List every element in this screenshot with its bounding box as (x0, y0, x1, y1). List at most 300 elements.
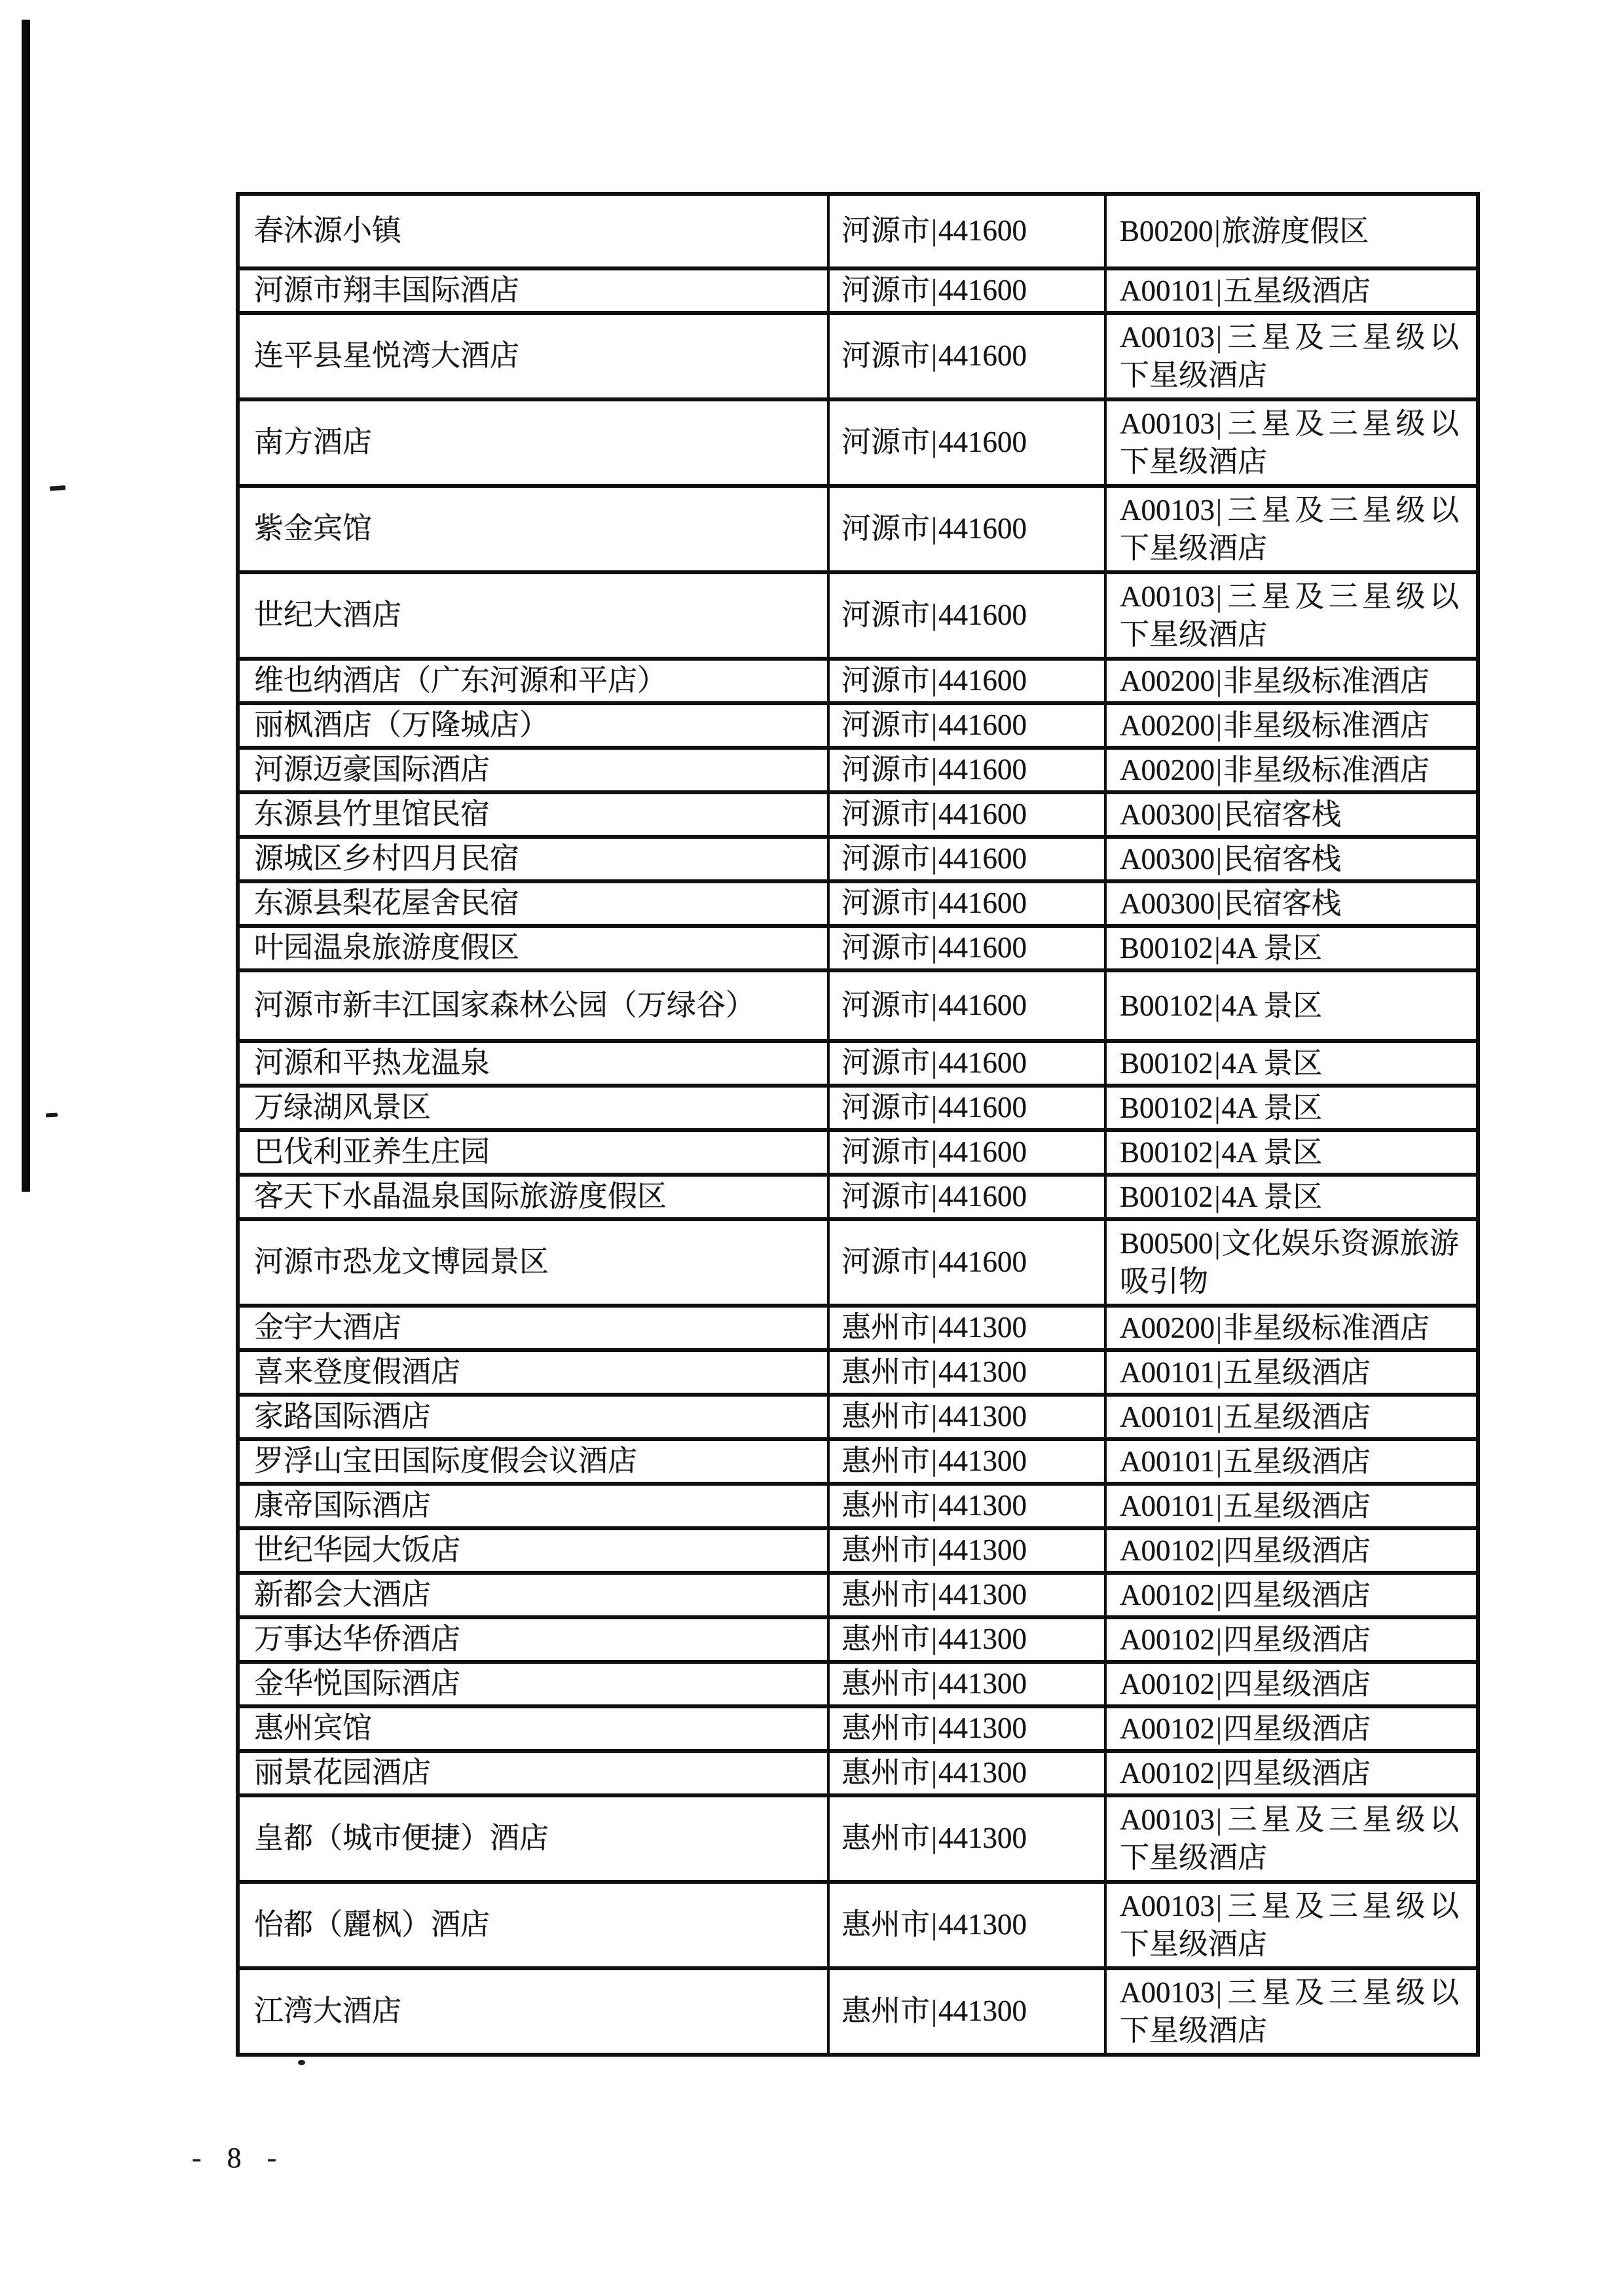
facility-table-body (238, 194, 1478, 2055)
category-line (1120, 1353, 1459, 1391)
category-label: 4A 景区 (1221, 1181, 1323, 1213)
city-cell (828, 1573, 1105, 1617)
name-cell (238, 1484, 828, 1528)
table-row (238, 1882, 1478, 1968)
separator-bar: | (931, 1046, 938, 1080)
category-code: A00102 (1120, 1623, 1215, 1656)
table-row (238, 1086, 1478, 1130)
table-row (238, 572, 1478, 659)
city-cell (828, 313, 1105, 399)
category-line (1120, 662, 1459, 700)
facility-name: 世纪大酒店 (254, 598, 402, 632)
category-code: B00102 (1120, 1092, 1213, 1124)
separator-bar: | (1216, 1757, 1223, 1790)
facility-name: 春沐源小镇 (254, 214, 402, 248)
city-name: 河源市 (841, 512, 931, 545)
category-cell (1105, 837, 1478, 881)
category-cell (1105, 399, 1478, 486)
name-cell (238, 1086, 828, 1130)
facility-name: 客天下水晶温泉国际旅游度假区 (254, 1180, 667, 1213)
category-cell (1105, 1086, 1478, 1130)
city-code: 441600 (938, 989, 1027, 1022)
facility-name: 皇都（城市便捷）酒店 (254, 1822, 549, 1855)
city-code: 441600 (938, 1091, 1027, 1124)
name-cell (238, 1882, 828, 1968)
city-name: 惠州市 (841, 1578, 931, 1611)
city-cell (828, 572, 1105, 659)
table-row (238, 486, 1478, 572)
city-cell (828, 1219, 1105, 1306)
page-number: - 8 - (192, 2142, 286, 2174)
city-name: 河源市 (841, 1180, 931, 1213)
separator-bar: | (1216, 1803, 1223, 1836)
separator-bar: | (931, 1245, 938, 1279)
category-label: 4A 景区 (1221, 1047, 1323, 1080)
table-row (238, 1306, 1478, 1350)
category-code: A00300 (1120, 843, 1215, 875)
city-cell (828, 1662, 1105, 1706)
table-row (238, 1219, 1478, 1306)
city-code: 441600 (938, 598, 1027, 632)
category-cell (1105, 1795, 1478, 1882)
name-cell (238, 1795, 828, 1882)
name-cell (238, 1350, 828, 1395)
table-row (238, 1528, 1478, 1573)
separator-bar: | (931, 1822, 938, 1855)
category-code: A00200 (1120, 754, 1215, 786)
separator-bar: | (931, 989, 938, 1022)
category-cell (1105, 572, 1478, 659)
city-name: 河源市 (841, 339, 931, 373)
name-cell (238, 703, 828, 748)
facility-name: 源城区乡村四月民宿 (254, 842, 520, 875)
category-label: 三星及三星级以下星级酒店 (1120, 321, 1459, 392)
city-name: 河源市 (841, 426, 931, 459)
category-line (1120, 405, 1459, 481)
category-line (1120, 1754, 1459, 1792)
city-name: 河源市 (841, 1245, 931, 1279)
city-code: 441300 (938, 1822, 1027, 1855)
name-cell (238, 1395, 828, 1439)
category-label: 三星及三星级以下星级酒店 (1120, 1890, 1459, 1960)
category-line (1120, 1665, 1459, 1703)
category-cell (1105, 792, 1478, 837)
city-code: 441300 (938, 1444, 1027, 1478)
city-cell (828, 1175, 1105, 1219)
category-code: A00103 (1120, 494, 1215, 526)
facility-name: 河源迈豪国际酒店 (254, 753, 490, 786)
name-cell (238, 659, 828, 703)
category-code: A00200 (1120, 665, 1215, 697)
table-row (238, 313, 1478, 399)
category-label: 非星级标准酒店 (1223, 709, 1430, 742)
name-cell (238, 837, 828, 881)
name-cell (238, 926, 828, 970)
category-line (1120, 491, 1459, 567)
table-row (238, 194, 1478, 268)
category-label: 三星及三星级以下星级酒店 (1120, 580, 1459, 651)
separator-bar: | (931, 1355, 938, 1389)
name-cell (238, 486, 828, 572)
category-cell (1105, 1528, 1478, 1573)
separator-bar: | (931, 1667, 938, 1700)
facility-name: 河源市翔丰国际酒店 (254, 274, 520, 307)
separator-bar: | (931, 931, 938, 964)
table-row (238, 1175, 1478, 1219)
facility-name: 喜来登度假酒店 (254, 1355, 461, 1389)
city-cell (828, 1439, 1105, 1484)
city-cell (828, 1795, 1105, 1882)
category-line (1120, 318, 1459, 394)
category-line (1120, 1309, 1459, 1347)
category-cell (1105, 1130, 1478, 1175)
category-code: A00300 (1120, 887, 1215, 920)
category-cell (1105, 1439, 1478, 1484)
category-line (1120, 1178, 1459, 1216)
city-name: 河源市 (841, 598, 931, 632)
category-code: A00102 (1120, 1579, 1215, 1611)
city-cell (828, 486, 1105, 572)
category-code: B00200 (1120, 215, 1213, 248)
separator-bar: | (931, 512, 938, 545)
city-cell (828, 970, 1105, 1041)
city-name: 惠州市 (841, 1712, 931, 1745)
category-line (1120, 1576, 1459, 1614)
name-cell (238, 1130, 828, 1175)
city-name: 河源市 (841, 1135, 931, 1169)
category-cell (1105, 1617, 1478, 1662)
category-cell (1105, 926, 1478, 970)
category-cell (1105, 1175, 1478, 1219)
category-code: A00103 (1120, 407, 1215, 440)
category-label: 4A 景区 (1221, 1136, 1323, 1169)
category-code: A00101 (1120, 1401, 1215, 1433)
binding-bar (22, 20, 30, 1192)
category-label: 非星级标准酒店 (1223, 1312, 1430, 1344)
table-row (238, 268, 1478, 313)
table-row (238, 399, 1478, 486)
category-label: 四星级酒店 (1223, 1534, 1371, 1567)
name-cell (238, 881, 828, 926)
city-name: 惠州市 (841, 1400, 931, 1433)
table-row (238, 1395, 1478, 1439)
facility-name: 康帝国际酒店 (254, 1489, 432, 1522)
category-code: B00102 (1120, 1047, 1213, 1080)
city-code: 441600 (938, 339, 1027, 373)
separator-bar: | (1214, 1136, 1221, 1169)
city-cell (828, 792, 1105, 837)
separator-bar: | (931, 1623, 938, 1656)
separator-bar: | (1216, 1668, 1223, 1700)
name-cell (238, 1439, 828, 1484)
separator-bar: | (931, 842, 938, 875)
category-label: 民宿客栈 (1223, 798, 1342, 831)
category-code: B00102 (1120, 1136, 1213, 1169)
category-label: 非星级标准酒店 (1223, 754, 1430, 786)
category-cell (1105, 970, 1478, 1041)
category-code: A00103 (1120, 1976, 1215, 2009)
name-cell (238, 1751, 828, 1795)
table-row (238, 926, 1478, 970)
city-cell (828, 881, 1105, 926)
facility-name: 惠州宾馆 (254, 1712, 373, 1745)
name-cell (238, 268, 828, 313)
city-code: 441300 (938, 1994, 1027, 2028)
facility-name: 怡都（麗枫）酒店 (254, 1908, 490, 1941)
category-cell (1105, 1350, 1478, 1395)
city-name: 惠州市 (841, 1355, 931, 1389)
city-cell (828, 1041, 1105, 1086)
name-cell (238, 313, 828, 399)
category-cell (1105, 194, 1478, 268)
category-code: A00200 (1120, 1312, 1215, 1344)
table-row (238, 1573, 1478, 1617)
city-code: 441300 (938, 1712, 1027, 1745)
city-code: 441300 (938, 1355, 1027, 1389)
category-line (1120, 1621, 1459, 1659)
separator-bar: | (931, 1444, 938, 1478)
city-code: 441300 (938, 1533, 1027, 1567)
separator-bar: | (1214, 989, 1221, 1022)
table-row (238, 1130, 1478, 1175)
city-name: 河源市 (841, 798, 931, 831)
category-line (1120, 1887, 1459, 1963)
separator-bar: | (1214, 1227, 1221, 1260)
separator-bar: | (1216, 494, 1223, 526)
city-cell (828, 1706, 1105, 1751)
name-cell (238, 1306, 828, 1350)
category-line (1120, 1801, 1459, 1877)
city-code: 441300 (938, 1908, 1027, 1941)
table-row (238, 659, 1478, 703)
city-name: 惠州市 (841, 1756, 931, 1790)
separator-bar: | (931, 598, 938, 632)
city-name: 惠州市 (841, 1994, 931, 2028)
city-cell (828, 703, 1105, 748)
table-row (238, 1751, 1478, 1795)
separator-bar: | (931, 274, 938, 307)
facility-name: 河源市新丰江国家森林公园（万绿谷） (254, 989, 756, 1022)
facility-name: 家路国际酒店 (254, 1400, 432, 1433)
city-cell (828, 1086, 1105, 1130)
facility-name: 罗浮山宝田国际度假会议酒店 (254, 1444, 638, 1478)
name-cell (238, 194, 828, 268)
scan-speck (298, 2060, 305, 2065)
separator-bar: | (1216, 580, 1223, 613)
name-cell (238, 1041, 828, 1086)
table-row (238, 1617, 1478, 1662)
facility-name: 连平县星悦湾大酒店 (254, 339, 520, 373)
table-row (238, 1041, 1478, 1086)
separator-bar: | (1216, 321, 1223, 354)
city-code: 441600 (938, 1135, 1027, 1169)
facility-table (236, 192, 1480, 2057)
name-cell (238, 1706, 828, 1751)
category-line (1120, 1398, 1459, 1436)
facility-name: 金华悦国际酒店 (254, 1667, 461, 1700)
facility-name: 金宇大酒店 (254, 1311, 402, 1344)
category-line (1120, 272, 1459, 310)
category-code: A00103 (1120, 580, 1215, 613)
facility-name: 丽景花园酒店 (254, 1756, 432, 1790)
category-line (1120, 1442, 1459, 1480)
category-cell (1105, 313, 1478, 399)
category-code: A00102 (1120, 1534, 1215, 1567)
city-code: 441600 (938, 753, 1027, 786)
name-cell (238, 399, 828, 486)
category-cell (1105, 1219, 1478, 1306)
facility-name: 万绿湖风景区 (254, 1091, 432, 1124)
city-code: 441600 (938, 214, 1027, 248)
category-line (1120, 1224, 1459, 1300)
city-name: 河源市 (841, 989, 931, 1022)
separator-bar: | (1214, 1181, 1221, 1213)
separator-bar: | (1216, 274, 1223, 307)
category-label: 文化娱乐资源旅游吸引物 (1120, 1227, 1459, 1298)
separator-bar: | (931, 1994, 938, 2028)
city-cell (828, 1528, 1105, 1573)
separator-bar: | (931, 1756, 938, 1790)
separator-bar: | (931, 753, 938, 786)
category-code: B00500 (1120, 1227, 1213, 1260)
name-cell (238, 970, 828, 1041)
city-name: 河源市 (841, 1091, 931, 1124)
separator-bar: | (931, 339, 938, 373)
facility-name: 巴伐利亚养生庄园 (254, 1135, 490, 1169)
category-label: 三星及三星级以下星级酒店 (1120, 407, 1459, 478)
category-cell (1105, 1484, 1478, 1528)
category-cell (1105, 1662, 1478, 1706)
category-cell (1105, 659, 1478, 703)
category-line (1120, 707, 1459, 744)
separator-bar: | (1216, 1312, 1223, 1344)
facility-name: 江湾大酒店 (254, 1994, 402, 2028)
city-code: 441600 (938, 1046, 1027, 1080)
category-cell (1105, 748, 1478, 792)
category-line (1120, 987, 1459, 1025)
category-line (1120, 885, 1459, 923)
separator-bar: | (1216, 843, 1223, 875)
separator-bar: | (1216, 1534, 1223, 1567)
category-label: 三星及三星级以下星级酒店 (1120, 1803, 1459, 1874)
separator-bar: | (1216, 1712, 1223, 1745)
separator-bar: | (1216, 1401, 1223, 1433)
name-cell (238, 1617, 828, 1662)
city-cell (828, 1484, 1105, 1528)
category-label: 四星级酒店 (1223, 1712, 1371, 1745)
table-row (238, 881, 1478, 926)
city-code: 441300 (938, 1623, 1027, 1656)
name-cell (238, 792, 828, 837)
city-cell (828, 1130, 1105, 1175)
facility-name: 南方酒店 (254, 426, 373, 459)
category-code: A00101 (1120, 1490, 1215, 1522)
city-code: 441600 (938, 1180, 1027, 1213)
table-row (238, 970, 1478, 1041)
city-code: 441600 (938, 664, 1027, 697)
city-code: 441600 (938, 798, 1027, 831)
category-label: 4A 景区 (1221, 989, 1323, 1022)
separator-bar: | (931, 664, 938, 697)
category-cell (1105, 1882, 1478, 1968)
category-label: 五星级酒店 (1223, 1445, 1371, 1478)
city-name: 河源市 (841, 887, 931, 920)
facility-name: 河源市恐龙文博园景区 (254, 1245, 549, 1279)
category-cell (1105, 703, 1478, 748)
category-cell (1105, 1706, 1478, 1751)
category-label: 4A 景区 (1221, 1092, 1323, 1124)
city-code: 441600 (938, 931, 1027, 964)
separator-bar: | (1216, 1623, 1223, 1656)
city-cell (828, 837, 1105, 881)
city-name: 惠州市 (841, 1311, 931, 1344)
city-cell (828, 268, 1105, 313)
table-row (238, 1439, 1478, 1484)
city-cell (828, 1617, 1105, 1662)
category-label: 四星级酒店 (1223, 1623, 1371, 1656)
city-code: 441300 (938, 1756, 1027, 1790)
city-code: 441600 (938, 274, 1027, 307)
category-code: A00101 (1120, 274, 1215, 307)
separator-bar: | (1214, 215, 1221, 248)
category-line (1120, 1532, 1459, 1570)
separator-bar: | (1216, 407, 1223, 440)
table-row (238, 1968, 1478, 2055)
category-code: B00102 (1120, 932, 1213, 964)
city-code: 441600 (938, 887, 1027, 920)
category-label: 旅游度假区 (1221, 215, 1369, 248)
separator-bar: | (1216, 665, 1223, 697)
facility-name: 新都会大酒店 (254, 1578, 432, 1611)
separator-bar: | (1216, 1579, 1223, 1611)
category-cell (1105, 1306, 1478, 1350)
city-cell (828, 1882, 1105, 1968)
category-cell (1105, 1573, 1478, 1617)
table-row (238, 1662, 1478, 1706)
category-cell (1105, 268, 1478, 313)
category-cell (1105, 1751, 1478, 1795)
facility-name: 万事达华侨酒店 (254, 1623, 461, 1656)
category-label: 民宿客栈 (1223, 843, 1342, 875)
separator-bar: | (931, 426, 938, 459)
separator-bar: | (1216, 709, 1223, 742)
city-name: 惠州市 (841, 1822, 931, 1855)
city-name: 惠州市 (841, 1623, 931, 1656)
city-name: 河源市 (841, 753, 931, 786)
separator-bar: | (1216, 1356, 1223, 1389)
separator-bar: | (1216, 1890, 1223, 1922)
category-label: 四星级酒店 (1223, 1579, 1371, 1611)
facility-name: 维也纳酒店（广东河源和平店） (254, 664, 667, 697)
table-row (238, 1484, 1478, 1528)
category-label: 五星级酒店 (1223, 274, 1371, 307)
city-cell (828, 399, 1105, 486)
city-name: 河源市 (841, 931, 931, 964)
category-label: 五星级酒店 (1223, 1401, 1371, 1433)
facility-name: 东源县竹里馆民宿 (254, 798, 490, 831)
category-line (1120, 840, 1459, 878)
separator-bar: | (1216, 754, 1223, 786)
separator-bar: | (931, 1908, 938, 1941)
city-name: 惠州市 (841, 1533, 931, 1567)
table-row (238, 1350, 1478, 1395)
category-code: A00300 (1120, 798, 1215, 831)
category-line (1120, 212, 1459, 250)
name-cell (238, 1219, 828, 1306)
category-cell (1105, 1968, 1478, 2055)
category-code: B00102 (1120, 1181, 1213, 1213)
facility-name: 叶园温泉旅游度假区 (254, 931, 520, 964)
